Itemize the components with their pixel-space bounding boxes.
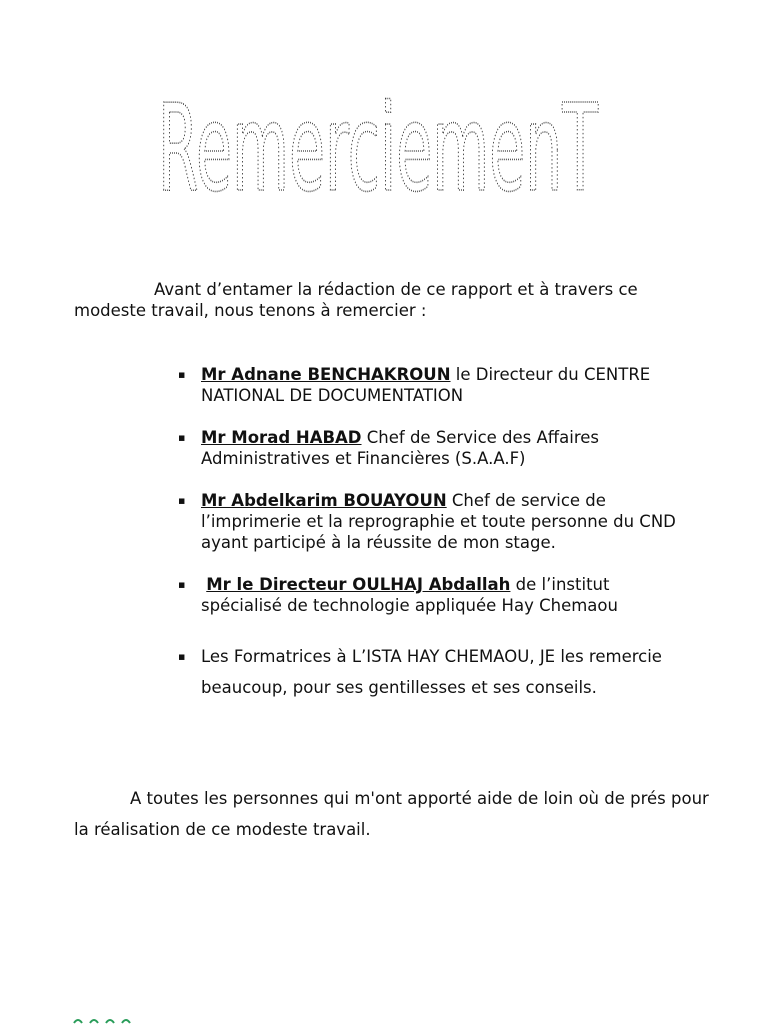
person-role: le Directeur du CENTRE NATIONAL DE DOCUMENTATION xyxy=(201,365,651,405)
bullet-icon: ▪ xyxy=(178,578,186,591)
footer-decoration-icon xyxy=(72,1016,142,1024)
closing-paragraph xyxy=(74,783,714,845)
person-role: Chef de service de l’imprimerie et la reprographie et toute personne du CND ayant participé à la réussite de mon stage. xyxy=(201,491,676,552)
person-role: Chef de Service des Affaires Administratives et Financières (S.A.A.F) xyxy=(201,428,600,468)
title-text: RemerciemenT xyxy=(158,95,599,215)
list-item-body xyxy=(201,364,681,406)
intro-text: Avant d’entamer la rédaction de ce rapport et à travers ce modeste travail, nous tenons à remercier : xyxy=(74,280,638,320)
person-name: Mr Abdelkarim BOUAYOUN xyxy=(201,491,447,510)
title-outline-text xyxy=(150,95,620,215)
intro-paragraph xyxy=(74,279,714,321)
list-item-body xyxy=(201,574,681,616)
bullet-icon: ▪ xyxy=(178,431,186,444)
bullet-icon: ▪ xyxy=(178,368,186,381)
list-item-body xyxy=(201,490,681,553)
closing-text: A toutes les personnes qui m'ont apporté aide de loin où de prés pour la réalisation de ce modeste travail. xyxy=(74,789,709,839)
person-name: Mr le Directeur OULHAJ Abdallah xyxy=(206,575,511,594)
person-name: Mr Morad HABAD xyxy=(201,428,362,447)
person-name: Mr Adnane BENCHAKROUN xyxy=(201,365,451,384)
list-item-body: Les Formatrices à L’ISTA HAY CHEMAOU, JE les remercie beaucoup, pour ses gentillesses et ses conseils. xyxy=(201,647,662,697)
list-item-body xyxy=(201,427,681,469)
person-role: de l’institut spécialisé de technologie appliquée Hay Chemaou xyxy=(201,575,618,615)
bullet-icon: ▪ xyxy=(178,494,186,507)
bullet-icon: ▪ xyxy=(178,650,186,663)
page-title xyxy=(150,95,620,215)
